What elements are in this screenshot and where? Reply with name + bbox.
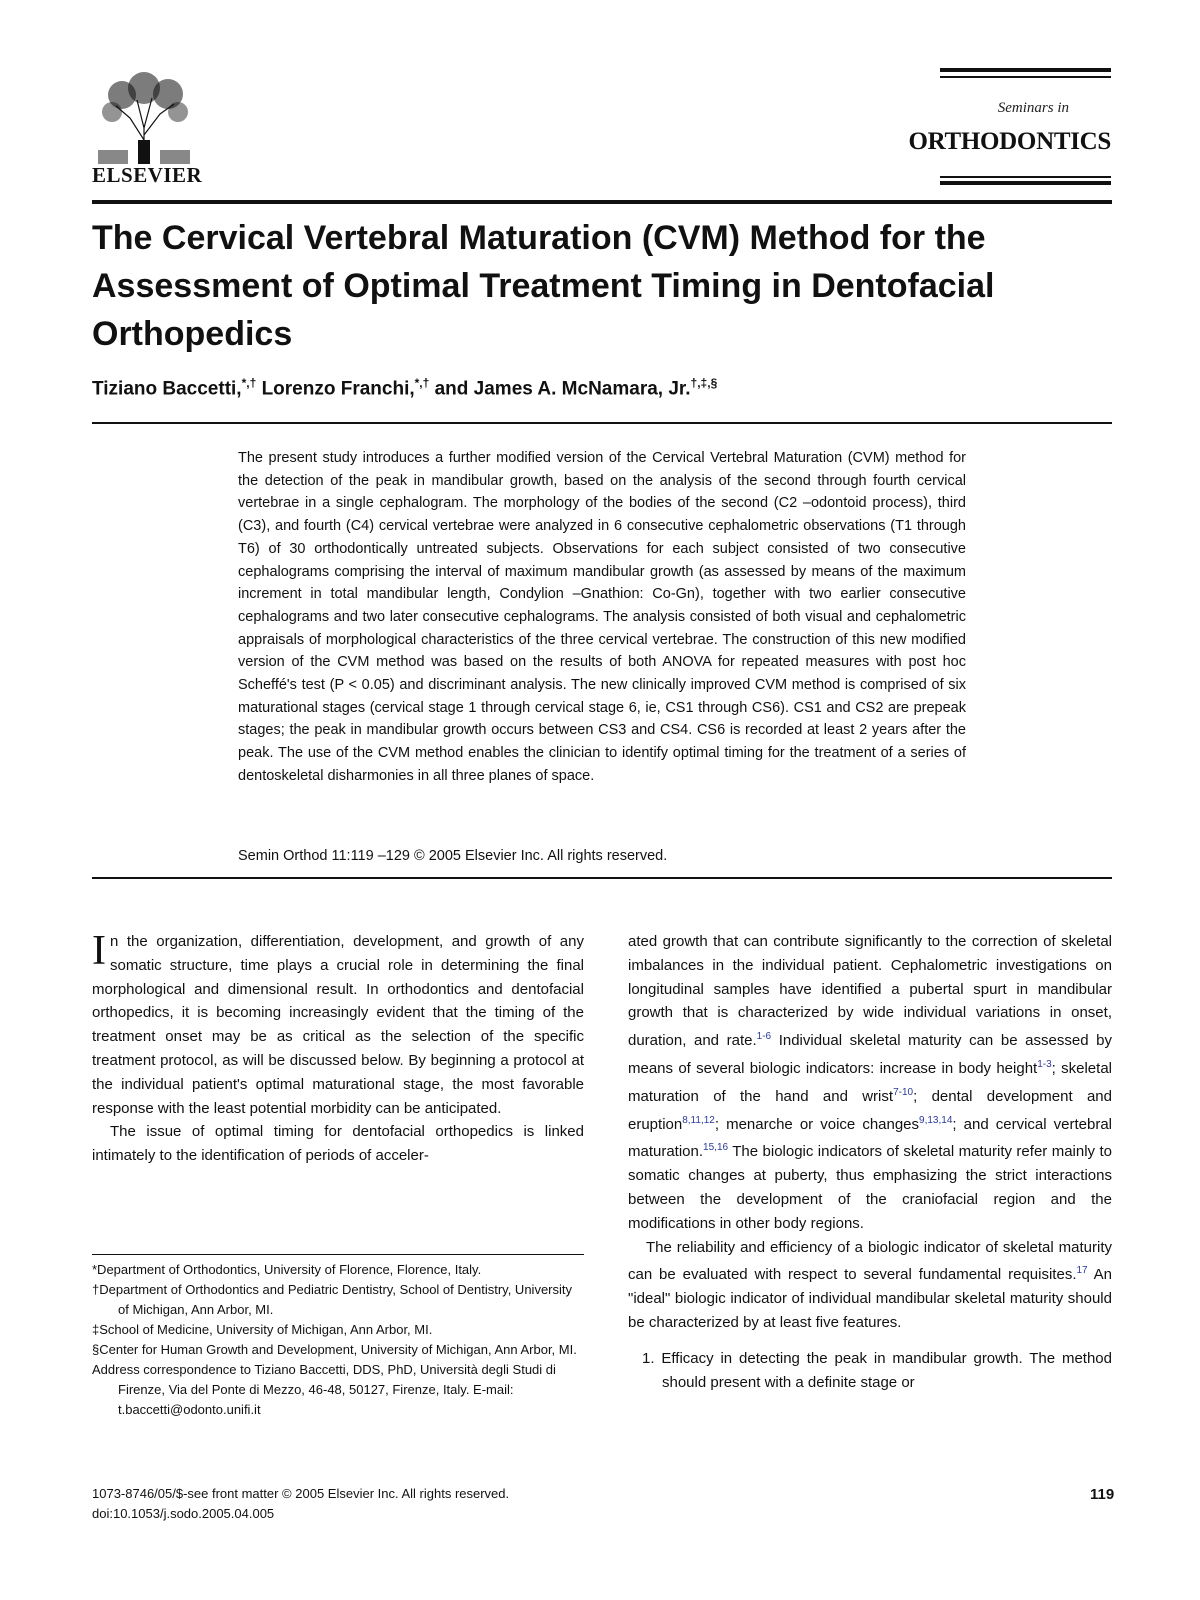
- issn-line: 1073-8746/05/$-see front matter © 2005 Elsevier Inc. All rights reserved.: [92, 1486, 510, 1501]
- body-paragraph: [628, 930, 1112, 1236]
- author-affiliation-marks: *,†: [241, 376, 257, 390]
- paragraph-text: ; and cervical vertebral maturation.: [628, 1115, 1112, 1161]
- footnote: †Department of Orthodontics and Pediatric Dentistry, School of Dentistry, University of Michigan, Ann Arbor, MI.: [92, 1282, 572, 1317]
- author-affiliation-marks: †,‡,§: [690, 376, 718, 390]
- paragraph-text: The reliability and efficiency of a biologic indicator of skeletal maturity can be evaluated with respect to several fundamental requisites.: [628, 1238, 1112, 1284]
- journal-prefix: Seminars in: [997, 100, 1069, 116]
- drop-cap: I: [92, 928, 106, 974]
- body-paragraph: [628, 1236, 1112, 1335]
- author-affiliation-marks: *,†: [414, 376, 430, 390]
- article-title: The Cervical Vertebral Maturation (CVM) Method for the Assessment of Optimal Treatment Timing in Dentofacial Orthopedics: [92, 219, 995, 353]
- publication-info: [92, 1484, 509, 1524]
- correspondence-footnote: Address correspondence to Tiziano Baccetti, DDS, PhD, Università degli Studi di Firenze, Via del Ponte di Mezzo, 46-48, 50127, Firenze, Italy. E-mail: t.baccetti@odonto.unifi.it: [92, 1362, 556, 1417]
- paragraph-text: n the organization, differentiation, development, and growth of any somatic structure, time plays a crucial role in determining the final morphological and dimensional result. In orthodontics and dentofacial orthopedics, it is becoming increasingly evident that the timing of the treatment onset may be as critical as the selection of the specific treatment protocol, as will be discussed below. By beginning a protocol at the individual patient's optimal maturational stage, the most favorable response with the least potential morbidity can be anticipated.: [92, 933, 584, 1117]
- list-item: 1. Efficacy in detecting the peak in mandibular growth. The method should present with a definite stage or: [642, 1349, 1112, 1391]
- reference-link[interactable]: 8,11,12: [682, 1114, 715, 1126]
- masthead-rule: [940, 76, 1111, 78]
- footnote: §Center for Human Growth and Development, University of Michigan, Ann Arbor, MI.: [92, 1342, 577, 1357]
- reference-link[interactable]: 15,16: [703, 1142, 729, 1154]
- author-list: [92, 376, 717, 400]
- footnote-rule: [92, 1254, 584, 1255]
- masthead-rule: [940, 68, 1111, 72]
- journal-name: ORTHODONTICS: [908, 128, 1111, 155]
- body-column-left: [92, 930, 584, 1168]
- reference-link[interactable]: 17: [1076, 1265, 1088, 1277]
- header-rule: [92, 200, 1112, 204]
- author-name: Lorenzo Franchi,: [261, 378, 415, 400]
- footnote: *Department of Orthodontics, University of Florence, Florence, Italy.: [92, 1262, 482, 1277]
- journal-masthead: [908, 68, 1111, 188]
- paragraph-text: The biologic indicators of skeletal maturity refer mainly to somatic changes at puberty, thus emphasizing the strict interactions between the development of the craniofacial region and the modifications in other body regions.: [628, 1143, 1112, 1232]
- body-paragraph: The issue of optimal timing for dentofacial orthopedics is linked intimately to the identification of periods of acceler-: [92, 1123, 584, 1165]
- paragraph-text: Individual skeletal maturity can be assessed by means of several biologic indicators: increase in body height: [628, 1032, 1112, 1077]
- reference-link[interactable]: 1-3: [1037, 1058, 1052, 1070]
- footnotes: [92, 1260, 584, 1420]
- abstract-text: The present study introduces a further modified version of the Cervical Vertebral Maturation (CVM) method for the detection of the peak in mandibular growth, based on the analysis of the second through fourth cervical vertebrae in a single cephalogram. The morphology of the bodies of the second (C2 –odontoid process), third (C3), and fourth (C4) cervical vertebrae were analyzed in 6 consecutive cephalometric observations (T1 through T6) of 30 orthodontically untreated subjects. Observations for each subject consisted of two consecutive cephalograms comprising the interval of maximum mandibular growth (as assessed by means of the maximum increment in total mandibular length, Condylion –Gnathion: Co-Gn), together with two earlier consecutive cephalograms and two later consecutive cephalograms. The analysis consisted of both visual and cephalometric appraisals of morphological characteristics of the three cervical vertebrae. The construction of this new modified version of the CVM method was based on the results of both ANOVA for repeated measures with post hoc Scheffé's test (P < 0.05) and discriminant analysis. The new clinically improved CVM method is comprised of six maturational stages (cervical stage 1 through cervical stage 6, ie, CS1 through CS6). CS1 and CS2 are prepeak stages; the peak in mandibular growth occurs between CS3 and CS4. CS6 is recorded at least 2 years after the peak. The use of the CVM method enables the clinician to identify optimal timing for the treatment of a series of dentoskeletal disharmonies in all three planes of space.: [238, 450, 966, 784]
- paragraph-text: An "ideal" biologic indicator of individual mandibular skeletal maturity should be characterized by at least five features.: [628, 1266, 1112, 1331]
- section-rule: [92, 877, 1112, 879]
- section-rule: [92, 422, 1112, 424]
- publisher-name: ELSEVIER: [92, 163, 203, 187]
- author-name: and James A. McNamara, Jr.: [434, 378, 691, 400]
- page-number: 119: [1090, 1486, 1115, 1503]
- paragraph-text: ated growth that can contribute significantly to the correction of skeletal imbalances in the individual patient. Cephalometric investigations on longitudinal samples have identified a pubertal spurt in mandibular growth that is characterized by wide individual variations in onset, duration, and rate.: [628, 933, 1112, 1050]
- body-column-right: [628, 930, 1112, 1394]
- doi-line[interactable]: doi:10.1053/j.sodo.2005.04.005: [92, 1506, 275, 1521]
- reference-link[interactable]: 1-6: [756, 1031, 772, 1043]
- body-paragraph: [92, 930, 584, 1120]
- paragraph-text: ; menarche or voice changes: [714, 1115, 920, 1133]
- masthead-rule: [940, 176, 1111, 178]
- footnote: ‡School of Medicine, University of Michigan, Ann Arbor, MI.: [92, 1322, 433, 1337]
- author-name: Tiziano Baccetti,: [92, 378, 242, 400]
- paragraph-text: ; skeletal maturation of the hand and wrist: [628, 1059, 1112, 1105]
- paragraph-text: ; dental development and eruption: [628, 1087, 1112, 1133]
- citation-line: Semin Orthod 11:119 –129 © 2005 Elsevier Inc. All rights reserved.: [238, 848, 668, 864]
- reference-link[interactable]: 7-10: [893, 1086, 914, 1098]
- masthead-rule: [940, 181, 1111, 185]
- reference-link[interactable]: 9,13,14: [919, 1114, 953, 1126]
